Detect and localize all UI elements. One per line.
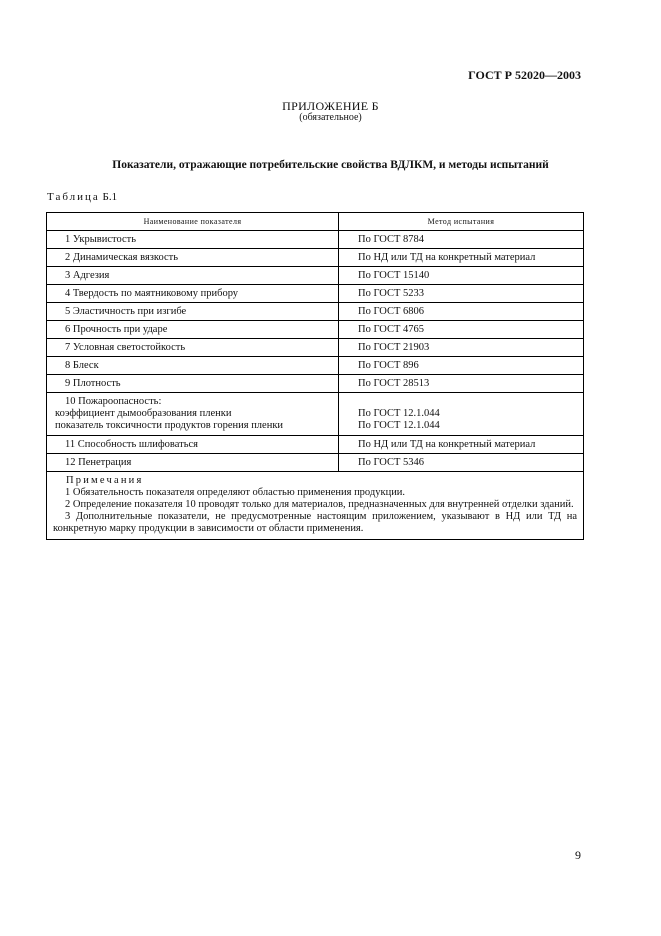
table-row	[47, 436, 584, 454]
table-notes	[47, 472, 584, 540]
test-method: По ГОСТ 5346	[339, 454, 584, 472]
method-spacer	[358, 396, 583, 408]
indicator-name: 11 Способность шлифоваться	[47, 436, 339, 454]
table-row	[47, 454, 584, 472]
table-label	[47, 191, 117, 203]
test-method: По ГОСТ 6806	[339, 303, 584, 321]
table-row	[47, 321, 584, 339]
indicator-name: 7 Условная светостойкость	[47, 339, 339, 357]
test-method: По ГОСТ 15140	[339, 267, 584, 285]
table-row	[47, 375, 584, 393]
notes-title: Примечания	[66, 475, 144, 486]
table-label-prefix: Таблица	[47, 191, 100, 203]
table-row-fire-hazard	[47, 393, 584, 436]
indicator-name: 8 Блеск	[47, 357, 339, 375]
indicator-name: 12 Пенетрация	[47, 454, 339, 472]
table-row	[47, 339, 584, 357]
document-code: ГОСТ Р 52020—2003	[468, 68, 581, 82]
indicator-group-title: 10 Пожароопасность:	[65, 396, 162, 407]
indicator-subitem: коэффициент дымообразования пленки	[55, 408, 232, 419]
test-method: По ГОСТ 4765	[339, 321, 584, 339]
table-row	[47, 267, 584, 285]
column-header-indicator: Наименование показателя	[47, 213, 339, 231]
notes-row	[47, 472, 584, 540]
indicator-name	[47, 393, 339, 436]
table-row	[47, 357, 584, 375]
indicator-subitem: показатель токсичности продуктов горения пленки	[55, 420, 284, 431]
indicator-name: 1 Укрывистость	[47, 231, 339, 249]
table-label-number: Б.1	[102, 191, 118, 203]
indicator-name: 6 Прочность при ударе	[47, 321, 339, 339]
test-method-line: По ГОСТ 12.1.044	[358, 420, 440, 431]
table-header-row	[47, 213, 584, 231]
column-header-method: Метод испытания	[339, 213, 584, 231]
note-item: 2 Определение показателя 10 проводят только для материалов, предназначенных для внутренней отделки зданий.	[65, 499, 574, 510]
indicator-name: 3 Адгезия	[47, 267, 339, 285]
test-method: По НД или ТД на конкретный материал	[339, 436, 584, 454]
table-row	[47, 285, 584, 303]
indicator-name: 4 Твердость по маятниковому прибору	[47, 285, 339, 303]
page-number: 9	[575, 848, 581, 862]
test-method: По ГОСТ 21903	[339, 339, 584, 357]
appendix-subtitle: (обязательное)	[299, 112, 362, 123]
note-item: 3 Дополнительные показатели, не предусмотренные настоящим приложением, указывают в НД или ТД на конкретную марку продукции в зависимости от области применения.	[53, 511, 577, 534]
test-method: По ГОСТ 896	[339, 357, 584, 375]
indicator-name: 5 Эластичность при изгибе	[47, 303, 339, 321]
section-heading: Показатели, отражающие потребительские свойства ВДЛКМ, и методы испытаний	[112, 159, 549, 171]
test-method: По НД или ТД на конкретный материал	[339, 249, 584, 267]
table-row	[47, 303, 584, 321]
indicator-name: 2 Динамическая вязкость	[47, 249, 339, 267]
indicator-name: 9 Плотность	[47, 375, 339, 393]
test-method: По ГОСТ 28513	[339, 375, 584, 393]
table-row	[47, 249, 584, 267]
test-method: По ГОСТ 8784	[339, 231, 584, 249]
indicators-table	[46, 212, 584, 540]
test-method: По ГОСТ 5233	[339, 285, 584, 303]
test-method	[339, 393, 584, 436]
note-item: 1 Обязательность показателя определяют областью применения продукции.	[65, 487, 406, 498]
appendix-title: ПРИЛОЖЕНИЕ Б	[282, 99, 379, 113]
table-row	[47, 231, 584, 249]
test-method-line: По ГОСТ 12.1.044	[358, 408, 440, 419]
